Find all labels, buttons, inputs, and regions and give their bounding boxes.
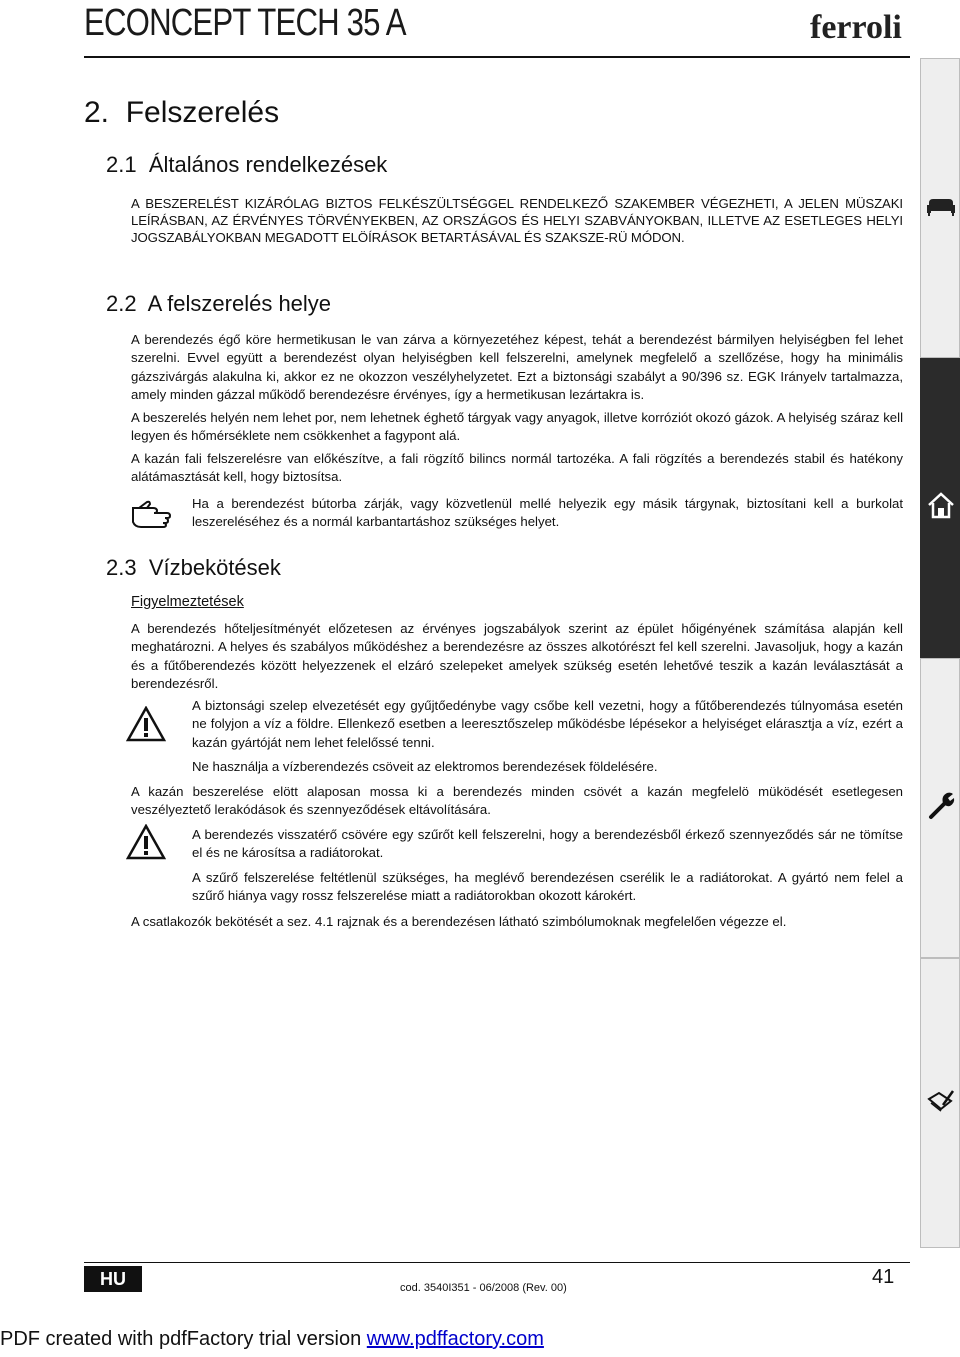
notepad-pencil-icon (925, 1087, 957, 1119)
paragraph: A kazán fali felszerelésre van előkészítve, a fali rögzítő bilincs normál tartozéka. A fali rögzítés a berendezés stabil és hatékony alátámasztását kell, hogy biztosítsa. (131, 450, 903, 485)
section-2-3-heading: 2.3 Vízbekötések (106, 555, 281, 580)
section-2-3-intro: A berendezés hőteljesítményét előzetesen az érvényes jogszabályok szerint az épület hőigényének számítása alapján kell meghatározni. A helyes és szabályos működéshez a berendezésre az összes alkotórészt fel kell szerelni. Javasoljuk, hogy a kazán és a fűtőberendezés között helyezzenek el elzáró szelepeket amelyek szükség esetén lehetővé teszik a kazán leválasztását a berendezésről. (131, 621, 903, 691)
section-2-2-heading: 2.2 A felszerelés helye (106, 291, 332, 316)
section-2-2-body (131, 331, 903, 491)
page-number: 41 (872, 1266, 895, 1288)
section-2-3-connections: A csatlakozók bekötését a sez. 4.1 rajznak és a berendezésen látható szimbólumoknak megfelelően végezze el. (131, 914, 787, 929)
paragraph: A biztonsági szelep elvezetését egy gyűjtőedénybe vagy csőbe kell vezetni, hogy a fűtőberendezés túlnyomása esetén ne folyjon a víz a földre. Ellenkező esetben a leeresztőszelep működésbe lépésekor a helyiséget elárasztja a víz, ezért a kazán gyártóját nem lehet felelőssé tenni. (192, 698, 903, 750)
warning-1-text (192, 697, 903, 781)
header-rule (84, 56, 910, 58)
chapter-name: Felszerelés (125, 96, 280, 129)
wrench-icon (925, 789, 957, 821)
footer-rule (84, 1262, 910, 1263)
warning-triangle-icon (126, 706, 166, 742)
paragraph: A beszerelés helyén nem lehet por, nem lehetnek éghető tárgyak vagy anyagok, illetve korróziót okozó gázok. A helyiség száraz kell legyen és hőmérséklete nem csökkenhet a fagypont alá. (131, 409, 903, 443)
paragraph: A berendezés égő köre hermetikusan le van zárva a környezetéhez képest, tehát a berendezést bármilyen helyiségben fel lehet szerelni. Evvel együtt a berendezést olyan helyiségben kell felszerelni, amelynek megfelelő a szellőzése, hogy ha minimális gázszivárgás alakulna ki, akkor ez ne okozzon veszélyhelyzetet. Ezt a biztonsági szabályt a 90/396 sz. EGK Irányelv tartalmazza, amely minden gázzal működő berendezésre érvényes, így a hermetikusan lezártakra is. (131, 332, 903, 402)
language-badge: HU (84, 1266, 142, 1292)
side-tab-bar (920, 58, 960, 1248)
section-2-1-text: A BESZERELÉST KIZÁRÓLAG BIZTOS FELKÉSZÜLTSÉGGEL RENDELKEZŐ SZAKEMBER VÉGEZHETI, A JELEN MÜSZAKI LEÍRÁSBAN, AZ ÉRVÉNYES TÖRVÉNYEKBEN, AZ ORSZÁGOS ÉS HELYI SZABVÁNYOKBAN, ILLETVE AZ ESETLEGES HELYI JOGSZABÁLYOKBAN MEGADOTT ELÖÍRÁSOK BETARTÁSÁVAL ÉS SZAKSZE-RÜ MÓDON. (131, 196, 903, 246)
note-text: Ha a berendezést bútorba zárják, vagy közvetlenül mellé helyezik egy másik tárgynak, biztosítani kell a burkolat leszereléséhez és a normál karbantartáshoz szükséges helyet. (192, 496, 903, 530)
pdf-watermark-text: PDF created with pdfFactory trial version (0, 1328, 367, 1350)
tab-service[interactable] (920, 658, 960, 958)
warning-2-text (192, 826, 903, 910)
house-icon (925, 489, 957, 521)
section-2-1-heading: 2.1 Általános rendelkezések (106, 152, 388, 177)
section-2-3-cleaning: A kazán beszerelése elött alaposan mossa ki a berendezés minden csövét a kazán megfelelö müködését esetlegesen veszélyeztető lerakódások és szennyeződések eltávolítására. (131, 784, 903, 818)
pdffactory-link[interactable]: www.pdffactory.com (366, 1328, 544, 1350)
armchair-icon (925, 189, 957, 221)
paragraph: A szűrő felszerelése feltétlenül szükséges, ha meglévő berendezésen cserélik le a radiátorokat. A gyártó nem felel a szűrő hiánya vagy rossz felszerelése miatt a radiátorokban okozott károkért. (192, 869, 903, 903)
warning-triangle-icon (126, 824, 166, 860)
tab-technical-data[interactable] (920, 958, 960, 1248)
document-title: ECONCEPT TECH 35 A (84, 2, 406, 44)
pdf-watermark (0, 1328, 544, 1351)
paragraph: A berendezés visszatérő csövére egy szűrőt kell felszerelni, hogy a berendezésből érkező szennyeződés sár ne tömítse el és ne károsítsa a radiátorokat. (192, 827, 903, 861)
pointing-hand-icon (131, 500, 175, 528)
svg-text:ferroli: ferroli (810, 9, 902, 46)
tab-installation[interactable] (920, 358, 960, 658)
chapter-number: 2. (84, 96, 110, 129)
warnings-subheading: Figyelmeztetések (131, 594, 244, 610)
tab-user[interactable] (920, 58, 960, 358)
document-code: cod. 3540I351 - 06/2008 (Rev. 00) (400, 1282, 567, 1294)
paragraph: Ne használja a vízberendezés csöveit az elektromos berendezések földelésére. (192, 758, 658, 774)
ferroli-logo (808, 4, 908, 48)
chapter-title (84, 96, 279, 130)
